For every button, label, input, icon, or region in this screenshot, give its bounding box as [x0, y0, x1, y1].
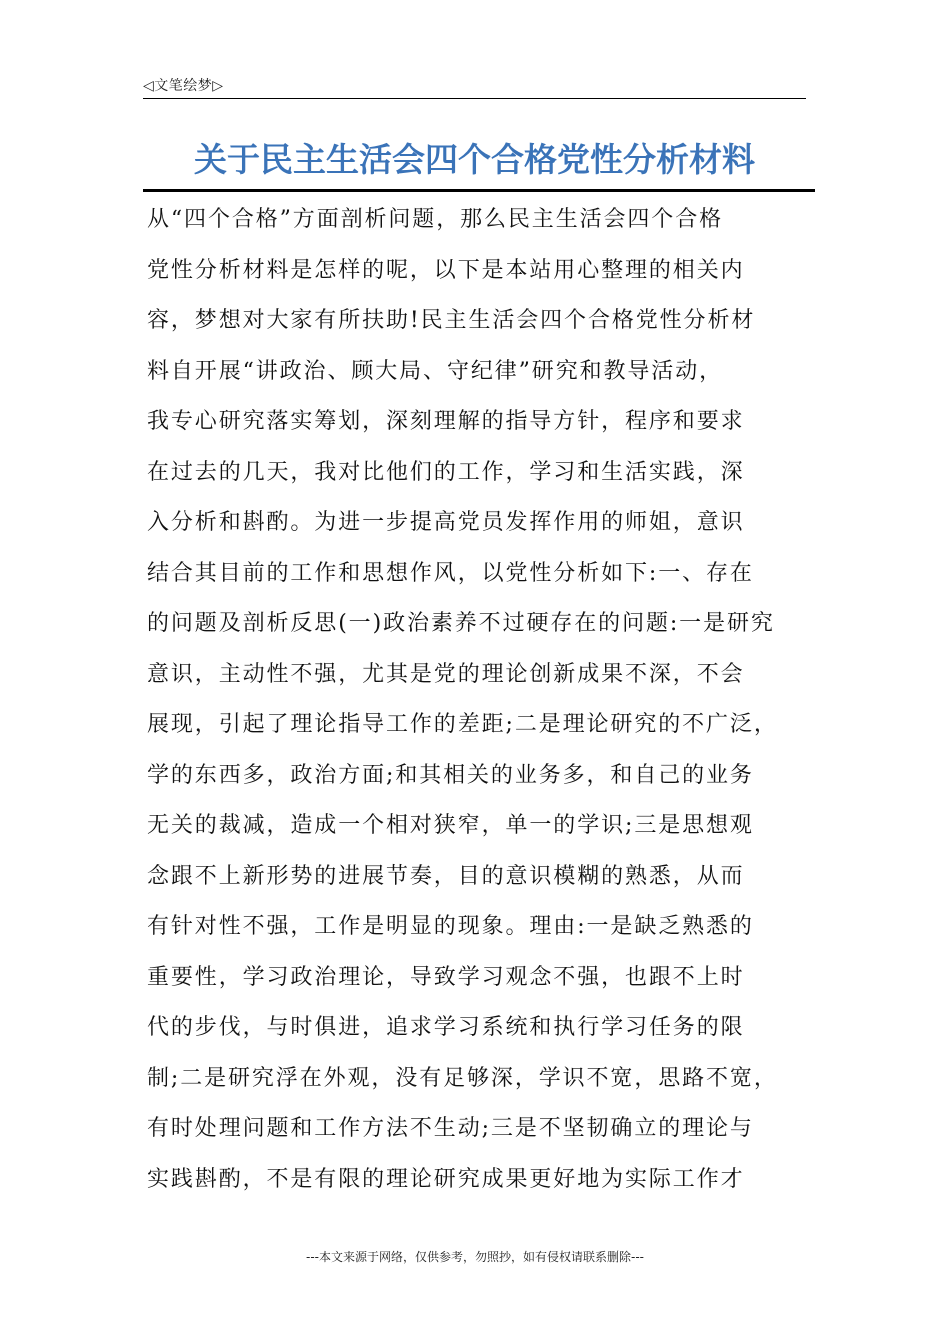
- footer-disclaimer: ---本文来源于网络，仅供参考，勿照抄，如有侵权请联系删除---: [306, 1250, 644, 1264]
- body-line: 料自开展“讲政治、顾大局、守纪律”研究和教导活动，: [147, 358, 723, 384]
- body-line: 实践斟酌，不是有限的理论研究成果更好地为实际工作才: [147, 1166, 745, 1192]
- header-divider: [143, 98, 806, 99]
- body-line: 有针对性不强，工作是明显的现象。理由:一是缺乏熟悉的: [147, 914, 754, 939]
- title-divider: [143, 189, 815, 192]
- body-line: 党性分析材料是怎样的呢，以下是本站用心整理的相关内: [147, 257, 745, 283]
- body-line: 在过去的几天，我对比他们的工作，学习和生活实践，深: [147, 459, 745, 485]
- body-line: 入分析和斟酌。为进一步提高党员发挥作用的师姐，意识: [147, 510, 745, 535]
- body-line: 结合其目前的工作和思想作风，以党性分析如下:一、存在: [147, 560, 754, 586]
- body-line: 从“四个合格”方面剖析问题，那么民主生活会四个合格: [147, 207, 723, 232]
- body-line: 我专心研究落实筹划，深刻理解的指导方针，程序和要求: [147, 409, 745, 434]
- body-line: 代的步伐，与时俱进，追求学习系统和执行学习任务的限: [147, 1015, 745, 1040]
- body-line: 容，梦想对大家有所扶助!民主生活会四个合格党性分析材: [147, 308, 756, 333]
- body-line: 展现，引起了理论指导工作的差距;二是理论研究的不广泛，: [147, 712, 778, 737]
- header-mark: ◁文笔绘梦▷: [143, 78, 224, 94]
- document-title: 关于民主生活会四个合格党性分析材料: [194, 140, 755, 179]
- body-line: 重要性，学习政治理论，导致学习观念不强，也跟不上时: [147, 964, 745, 990]
- body-line: 有时处理问题和工作方法不生动;三是不坚韧确立的理论与: [147, 1116, 754, 1141]
- body-line: 意识，主动性不强，尤其是党的理论创新成果不深，不会: [147, 661, 745, 687]
- body-line: 念跟不上新形势的进展节奏，目的意识模糊的熟悉，从而: [147, 863, 745, 889]
- body-line: 的问题及剖析反思(一)政治素养不过硬存在的问题:一是研究: [147, 611, 775, 636]
- body-line: 制;二是研究浮在外观，没有足够深，学识不宽，思路不宽，: [147, 1065, 778, 1091]
- body-line: 学的东西多，政治方面;和其相关的业务多，和自己的业务: [147, 762, 754, 788]
- body-text: [147, 200, 819, 1210]
- body-line: 无关的裁减，造成一个相对狭窄，单一的学识;三是思想观: [147, 813, 754, 838]
